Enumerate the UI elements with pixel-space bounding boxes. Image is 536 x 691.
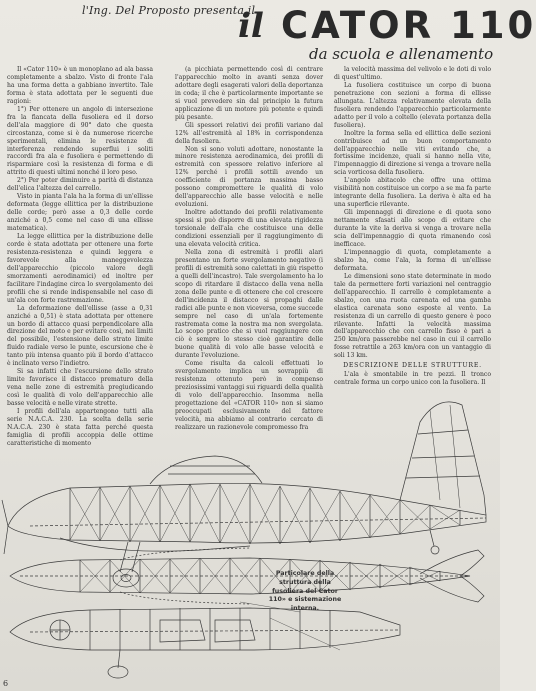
paragraph: Come risulta da calcoli effettuati lo svergolamento implica un sovrappiù di resistenza ottenuto però in compenso preziosissimi vantaggi sui riguardi della qualità di volo dell'apparecchio. Insomma nella progettazione del «CATOR 110» non si siamo preoccupati esclusivamente del fattore velocità, ma abbiamo al contrario cercato di realizzare un razionevole compromesso fra — [175, 360, 323, 431]
paragraph: Non si sono voluti adottare, nonostante la minore resistenza aerodinamica, dei profili di estremità con spessore relativo inferiore al 12% perché i profili sottili avendo un coefficiente di portanza massima basso possono compromettere le qualità di volo dell'apparecchio alle basse velocità e nelle evoluzioni. — [175, 145, 323, 209]
paragraph: Le dimensioni sono state determinate in modo tale da permettere forti variazioni nel centraggio dell'apparecchio. Il carrello è completamente a sbalzo, con una ruota carenata ed una gamba elastica carenata sono esposte al vento. La resistenza di un carrello di questo genere è poco rilevante. Infatti la velocità massima dell'apparecchio che con carrello fisso è pari a 250 km/ora passerebbe nel caso in cui il carrello fosse retrattile a 263 km/ora con un vantaggio di soli 13 km. — [334, 272, 491, 360]
paragraph: L'angolo abitacolo che offre una ottima visibilità non costituisce un corpo a se ma fa parte integrante della fusoliera. La deriva è alta ed ha una superficie rilevante. — [334, 177, 491, 209]
text-column-3 — [334, 66, 491, 387]
paragraph: La legge ellittica per la distribuzione delle corde è stata adottata per ottenere una forte resistenza-resistenza e quindi leggera e favorevole alla maneggevolezza dell'apparecchio (piccolo valore degli smorzamenti aerodinamici) ed inoltre per facilitare l'indagine circa lo svergolamento dei profili che si rende indispensabile nel caso di un'ala con forte rastremazione. — [7, 233, 153, 304]
fuselage-plan-view — [10, 548, 484, 604]
paragraph: Il «Cator 110» è un monoplano ad ala bassa completamente a sbalzo. Visto di fronte l'ala ha una forma detta a gabbiano invertito. Tale forma è stata adottata per le seguenti due ragioni: — [7, 66, 154, 105]
paragraph: Nella zona di estremità i profili alari presentano un forte svergolamento negativo (i profili di estremità sono calettati in giù rispetto a quelli dell'incastro). Tale svergolamento ha lo scopo di ritardare il distacco della vena nella zona delle punte e di ottenere che col crescere dell'incidenza il distacco si propaghi dalle radici alle punte e non viceversa, come succede sempre nel caso di un'ala fortemente rastremata come la nostra ma non svergolata. Lo scopo pratico che si vuol raggiungere con ciò è sempre lo stesso cioè garantire delle buone qualità di volo alle basse velocità e durante l'evoluzione. — [175, 248, 323, 360]
paragraph: 1°) Per ottenere un angolo di intersezione fra la fiancata della fusoliera ed il dorso dell'ala maggiore di 90° dato che questa circostanza, come si è da numerose ricerche sperimentali, elimina le resistenze di interferenza rendendo superflui i soliti raccordi fra ala e fusoliera e permettendo di risparmiare così la resistenza di forma e di attrito di questi ultimi nonché il loro peso. — [7, 105, 153, 177]
article-title: CATOR 110 — [281, 4, 536, 47]
title-prefix: il — [238, 6, 264, 46]
paragraph: la velocità massima del velivolo e le doti di volo di quest'ultimo. — [334, 66, 491, 81]
interior-arrangement-view — [10, 608, 400, 678]
paragraph: Si sa infatti che l'escursione dello strato limite favorisce il distacco prematuro della vena nelle zone di estremità pregiudicando così le qualità di volo dell'apparecchio alle basse velocità e nelle virate strette. — [7, 368, 153, 408]
paragraph: L'ala è smontabile in tre pezzi. Il tronco centrale forma un corpo unico con la fusoliera. Il — [334, 371, 491, 387]
paragraph: I profili dell'ala appartengono tutti alla serie N.A.C.A. 230. La scelta della serie N.A.C.A. 230 è stata fatta perché questa famiglia di profili accoppia delle ottime caratteristiche di momento — [7, 407, 153, 447]
paragraph: Inoltre adottando dei profili relativamente spessi si può disporre di una elevata rigidezza torsionale dell'ala che costituisce una delle condizioni essenziali per il raggiungimento di una elevata velocità critica. — [175, 209, 323, 248]
article-kicker: l'Ing. Del Proposto presenta il — [82, 4, 256, 17]
paragraph: 2°) Per poter diminuire a parità di distanza dell'elica l'altezza del carrello. — [7, 177, 153, 193]
figure-caption: Particolare della struttura della fusoliera del Cator 110» e sistemazione interna. — [268, 570, 342, 613]
paragraph: Visto in pianta l'ala ha la forma di un'ellisse deformata (legge ellittica per la distribuzione delle corde; però asse a 0,3 delle corde anziché a 0,5 come nel caso di una ellisse matematica). — [7, 193, 153, 233]
paragraph: La deformazione dell'ellisse (asse a 0,31 anziché a 0,51) è stata adottata per ottenere un bordo di attacco quasi perpendicolare alla direzione del moto e per evitare così, nei limiti del possibile, l'estensione dello strato limite fluido radiale verso le punte, escursione che è tanto più intensa quanto più il bordo d'attacco è inclinato verso l'indietro. — [7, 304, 153, 368]
paragraph: (a picchiata permettendo così di centrare l'apparecchio molto in avanti senza dover adottare degli esagerati valori della deportanza in coda; il che è particolarmente importante se si vuol prevedere sin dal principio la futura applicazione di un motore più potente e quindi più pesante. — [175, 66, 323, 121]
paragraph: Gli impennaggi di direzione e di quota sono nettamente sfasati allo scopo di evitare che durante la vite la deriva si venga a trovare nella scia dell'impennaggio di quota rimanendo così inefficace. — [334, 209, 491, 248]
article-subtitle: da scuola e allenamento — [309, 45, 494, 63]
paragraph: Inoltre la forma sella ed ellittica delle sezioni contribuisce ad un buon comportamento dell'apparecchio nelle viti evitando che, a fortissime incidenze, quali si hanno nella vite, l'impennaggio di direzione si venga a trovare nella scia vorticosa della fusoliera. — [334, 129, 491, 177]
paragraph: Gli spessori relativi dei profili variano dal 12% all'estremità al 18% in corrispondenza della fusoliera. — [175, 121, 323, 145]
aircraft-structure-drawing — [0, 350, 500, 691]
page-number: 6 — [3, 679, 9, 688]
paragraph: La fusoliera costituisce un corpo di buona penetrazione con sezioni a forma di ellisse allungata. L'altezza relativamente elevata della fusoliera rendendo l'apparecchio particolarmente adatto per il volo a coltello (elevata portanza della fusoliera). — [334, 81, 491, 129]
paragraph: L'impennaggio di quota, completamente a sbalzo ha, come l'ala, la forma di un'ellisse deformata. — [334, 248, 491, 272]
fuselage-side-view — [2, 402, 486, 587]
section-heading: DESCRIZIONE DELLE STRUTTURE. — [343, 362, 482, 370]
